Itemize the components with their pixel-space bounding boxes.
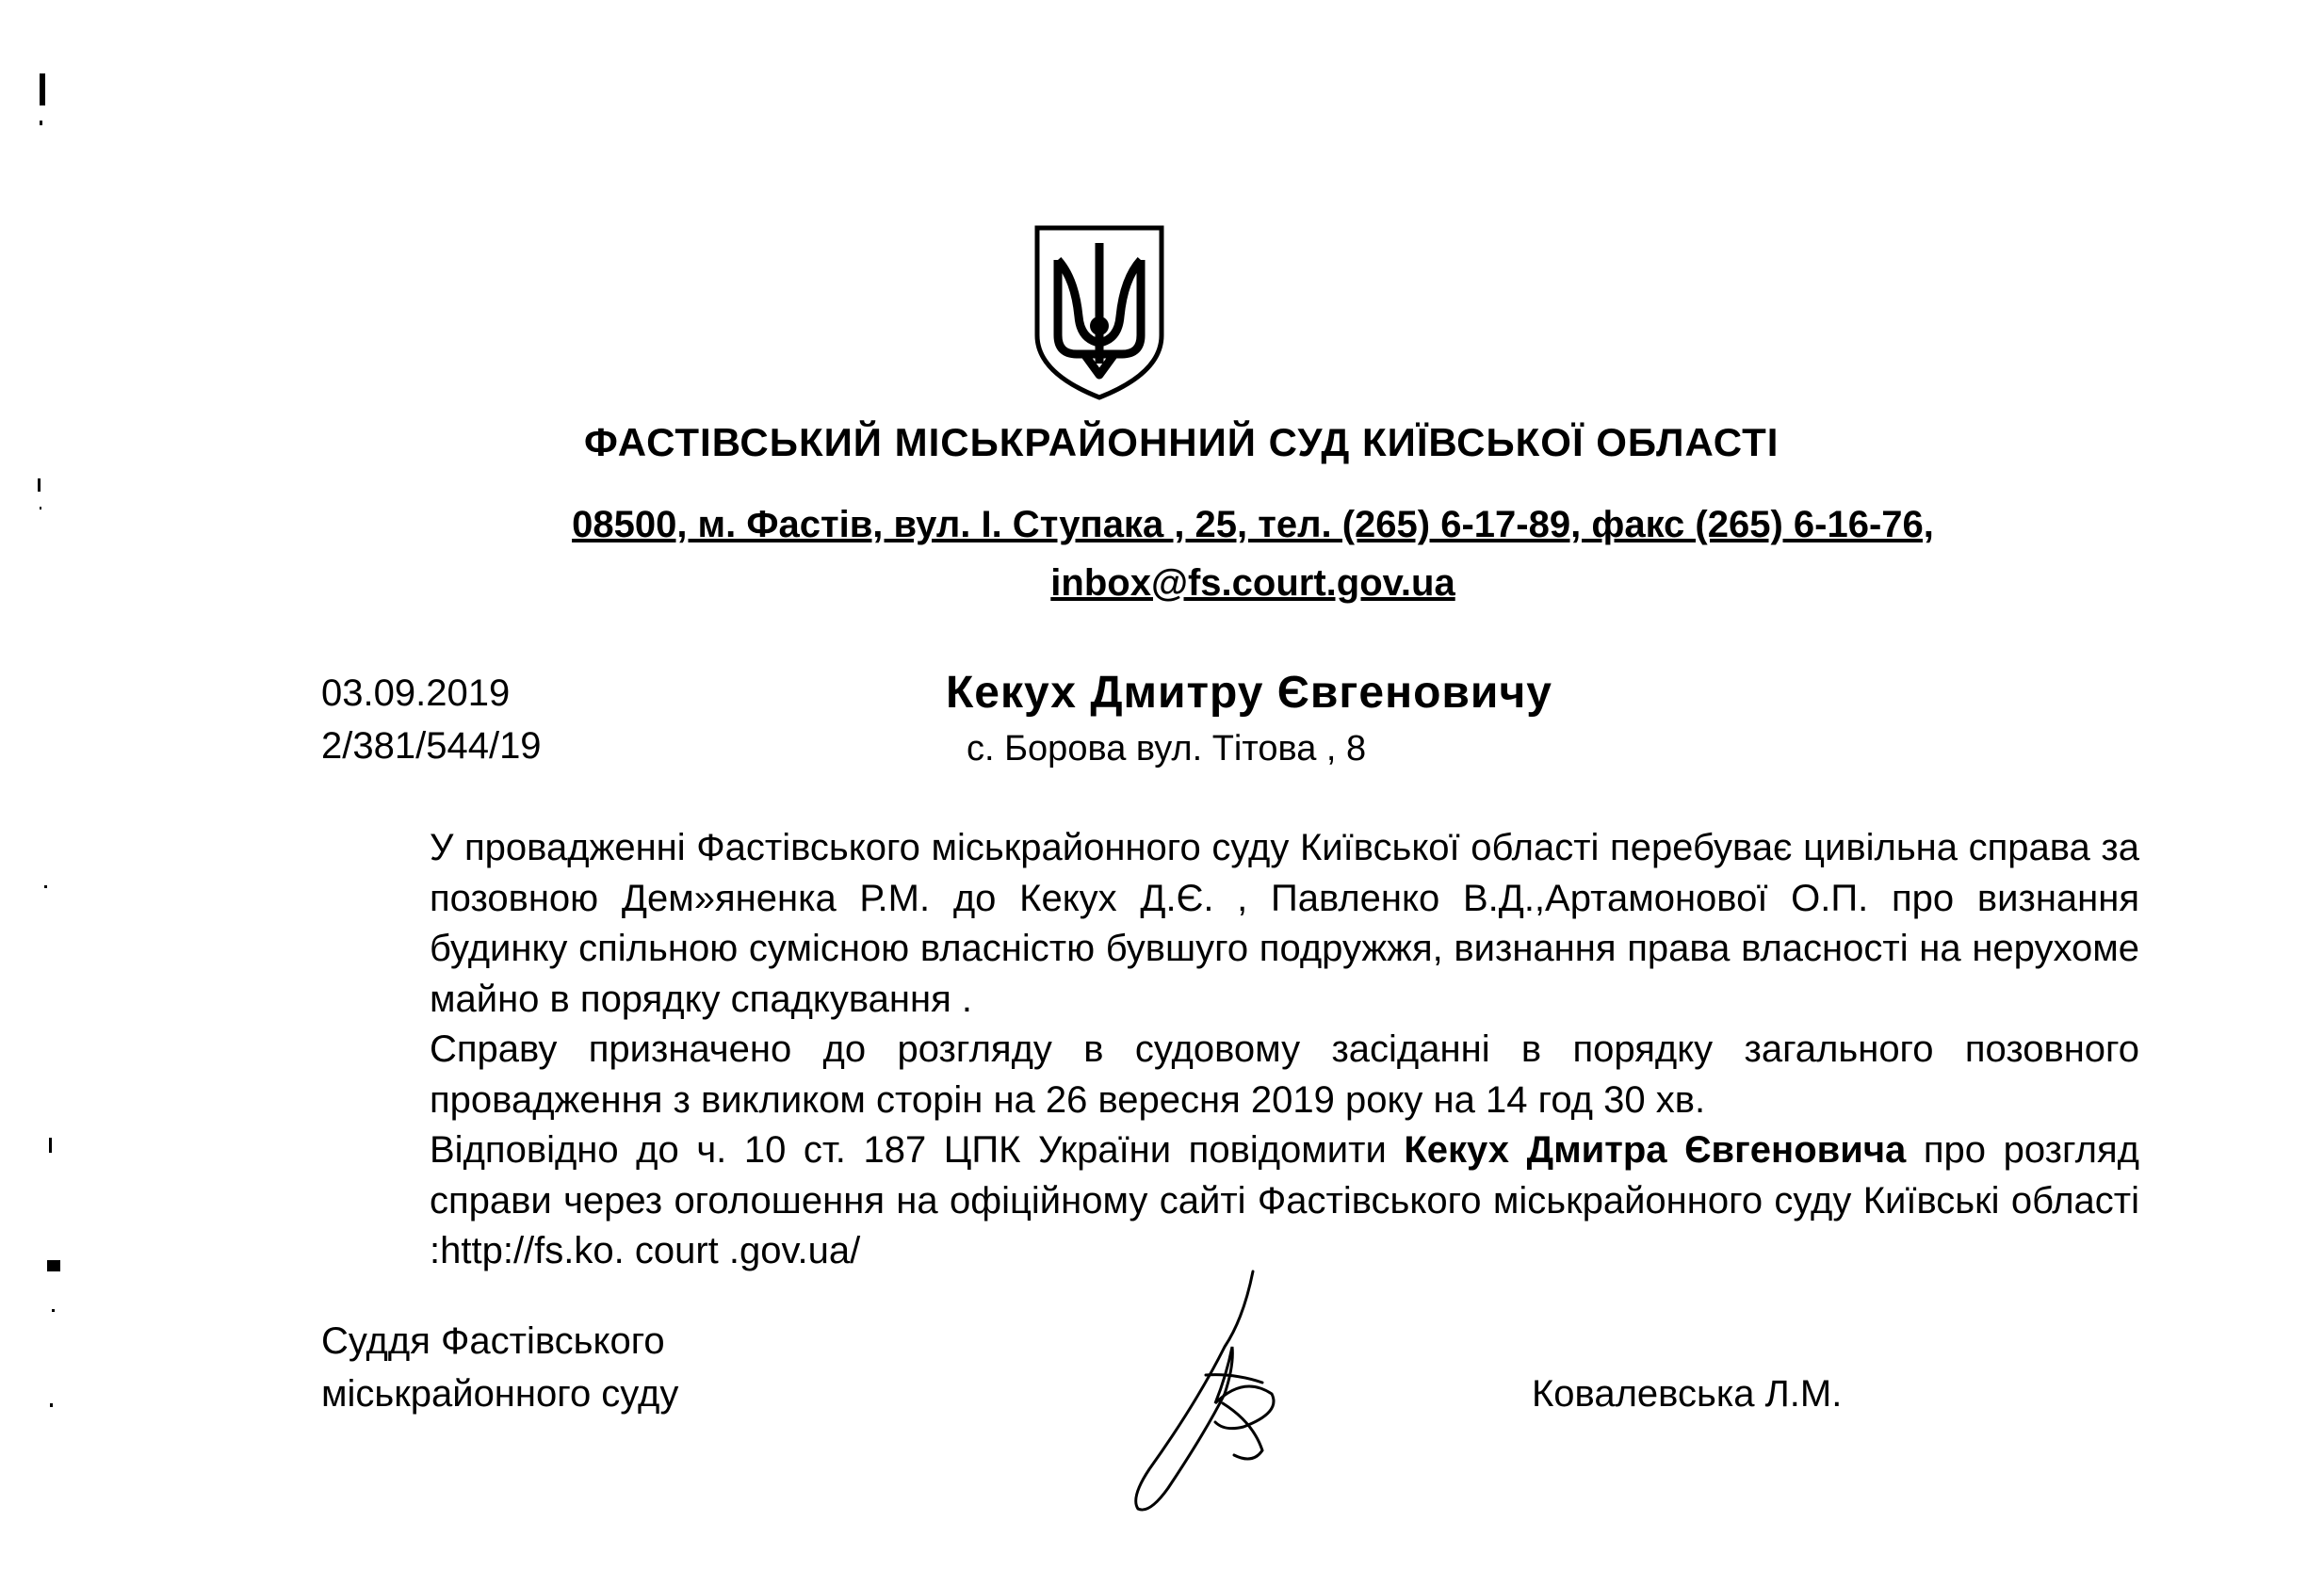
addressee-name: Кекух Дмитру Євгеновичу xyxy=(946,668,1552,718)
judge-name: Ковалевська Л.М. xyxy=(1532,1373,1843,1415)
scan-artifact xyxy=(52,1309,55,1312)
email-link[interactable]: inbox@fs.court.gov.ua xyxy=(1050,562,1455,604)
notification-text-start: Відповідно до ч. 10 ст. 187 ЦПК України повідомити xyxy=(430,1129,1405,1171)
judge-title-line1: Суддя Фастівського xyxy=(321,1320,665,1362)
notification-text-end: про розгляд справи через оголошення на офіційному сайті Фастівського міськрайонного суду Київські області :http://fs.ko. court .gov.ua/ xyxy=(430,1129,2140,1271)
case-number: 2/381/544/19 xyxy=(321,725,542,767)
addressee-location: с. Борова вул. Тітова , 8 xyxy=(967,729,1367,769)
scan-artifact xyxy=(38,478,41,492)
scan-artifact xyxy=(40,73,45,105)
court-name: ФАСТІВСЬКИЙ МІСЬКРАЙОННИЙ СУД КИЇВСЬКОЇ ОБЛАСТІ xyxy=(584,420,1780,464)
judge-title-line2: міськрайонного суду xyxy=(321,1373,679,1415)
scan-artifact xyxy=(40,507,41,510)
paragraph-notification xyxy=(321,1125,2139,1277)
notice-body xyxy=(321,823,2139,1277)
scan-artifact xyxy=(47,1260,60,1271)
judge-title xyxy=(321,1315,678,1420)
document-date: 03.09.2019 xyxy=(321,672,511,714)
scan-artifact xyxy=(44,885,47,888)
address-contacts: 08500, м. Фастів, вул. І. Ступака , 25, тел. (265) 6-17-89, факс (265) 6-16-76, xyxy=(572,504,1934,545)
scan-artifact xyxy=(49,1138,52,1153)
paragraph-hearing: Справу призначено до розгляду в судовому засіданні в порядку загального позовного провадження з викликом сторін на 26 вересня 2019 року на 14 год 30 хв. xyxy=(430,1028,2139,1121)
scan-artifact xyxy=(40,121,42,125)
court-address xyxy=(443,495,2063,612)
handwritten-signature xyxy=(1112,1262,1300,1516)
scan-artifact xyxy=(50,1403,53,1407)
paragraph-case: У провадженні Фастівського міськрайонного суду Київської області перебуває цивільна справа за позовною Дем»яненка Р.М. до Кекух Д.Є. , Павленко В.Д.,Артамонової О.П. про визнання будинку спільною сумісною власністю бувшуго подружжя, визнання права власності на нерухоме майно в порядку спадкування . xyxy=(430,827,2139,1020)
trident-emblem-icon xyxy=(1030,222,1169,401)
defendant-name: Кекух Дмитра Євгеновича xyxy=(1404,1129,1907,1171)
